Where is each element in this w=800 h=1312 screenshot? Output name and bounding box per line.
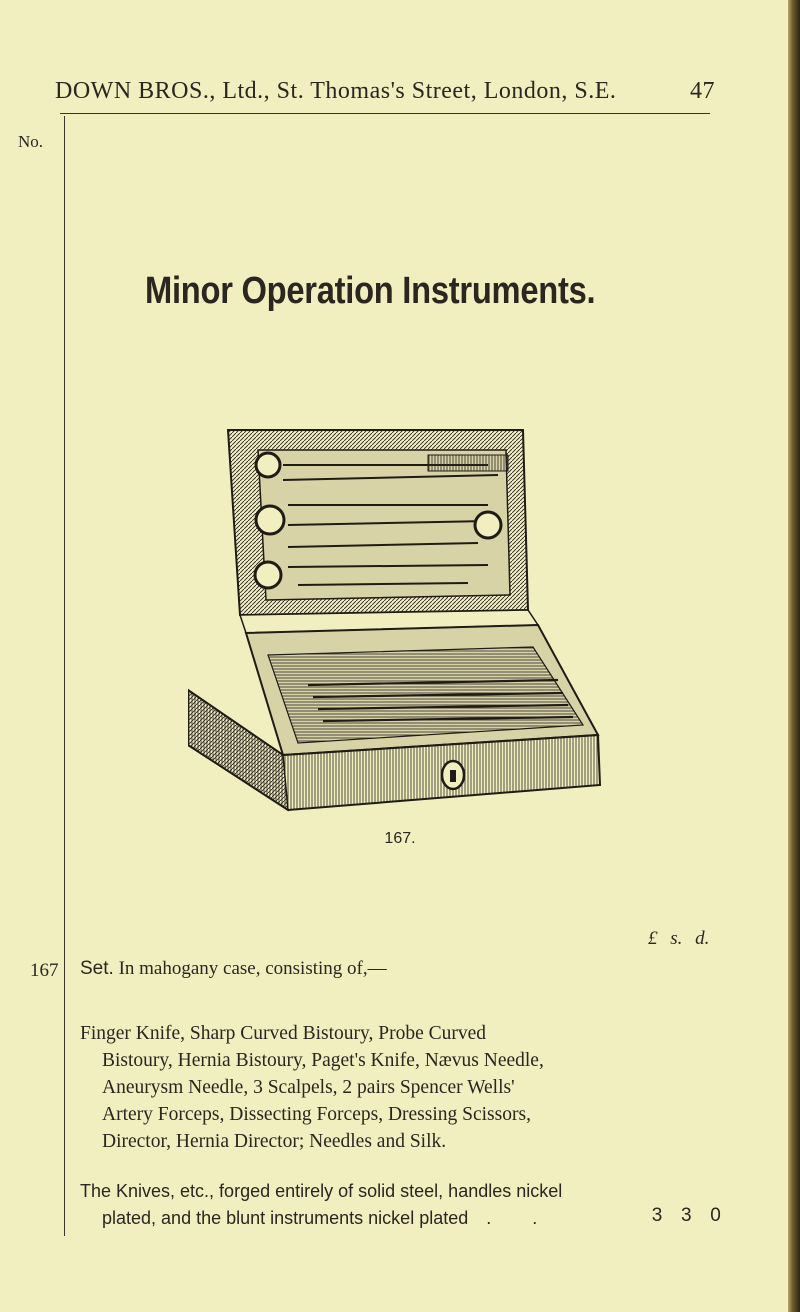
price-pounds: 3 (651, 1205, 663, 1226)
note-line (80, 1205, 640, 1232)
set-description: In mahogany case, consisting of,— (118, 958, 387, 979)
figure-caption: 167. (384, 830, 416, 847)
header-title: DOWN BROS., Ltd., St. Thomas's Street, London, S.E. (55, 78, 617, 104)
column-rule (64, 116, 65, 1236)
instrument-case-illustration (188, 425, 606, 815)
instrument-case-icon (188, 425, 606, 815)
item-contents (80, 1020, 640, 1155)
contents-line: Aneurysm Needle, 3 Scalpels, 2 pairs Spencer Wells' (102, 1077, 515, 1098)
item-note (80, 1178, 640, 1232)
item-heading (80, 958, 387, 980)
contents-line: Finger Knife, Sharp Curved Bistoury, Probe Curved (80, 1023, 487, 1044)
page-number: 47 (690, 78, 715, 104)
header-rule (60, 113, 710, 114)
price-pence: 0 (710, 1205, 721, 1226)
price-shillings: 3 (680, 1205, 692, 1226)
contents-line: Artery Forceps, Dissecting Forceps, Dressing Scissors, (102, 1104, 531, 1125)
price-leader: . . (486, 1208, 556, 1228)
item-price (645, 1205, 728, 1227)
page-header (55, 78, 715, 105)
item-number: 167 (30, 960, 59, 981)
contents-line: Director, Hernia Director; Needles and Silk. (102, 1131, 447, 1152)
column-label-no: No. (18, 132, 44, 151)
currency-header: £ s. d. (648, 928, 710, 949)
note-line: The Knives, etc., forged entirely of solid steel, handles nickel (80, 1181, 563, 1201)
note-line-text: plated, and the blunt instruments nickel plated (102, 1208, 469, 1228)
set-label: Set. (80, 958, 114, 979)
section-title: Minor Operation Instruments. (145, 270, 596, 312)
contents-line: Bistoury, Hernia Bistoury, Paget's Knife, Nævus Needle, (102, 1050, 544, 1071)
page-binding-edge (788, 0, 800, 1312)
